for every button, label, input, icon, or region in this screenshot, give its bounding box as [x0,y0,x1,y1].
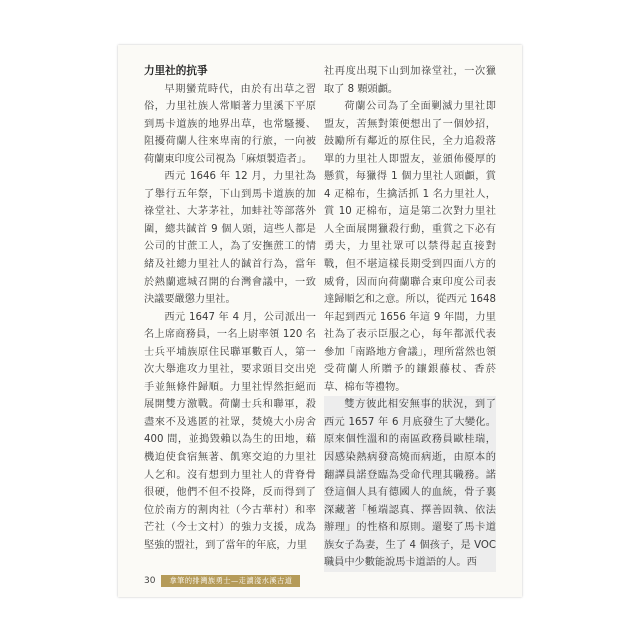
left-column [144,63,316,554]
book-page [118,45,522,597]
paragraph-continuation: 社再度出現下山到加祿堂社，一次獵取了 8 顆頭顱。 [324,66,496,95]
paragraph: 早期蠻荒時代，由於有出草之習俗，力里社族人常順著力里溪下平原到馬卡道族的地界出草，也常騷擾、阻擾荷蘭人往來卑南的行旅，一向被荷蘭東印度公司視為「麻煩製造者」。 [144,83,316,165]
right-column [324,63,496,572]
running-title: 拿筆的排灣族勇士—走讀淺水溪古道 [161,575,300,587]
paragraph: 西元 1646 年 12 月，力里社為了舉行五年祭，下山到馬卡道族的加祿堂社、大茅茅社，加蚌社等部落外圍，總共馘首 9 個人頭，這些人都是公司的甘蔗工人，為了安撫蔗工的情緒及社總力里社人的馘首行為，當年於熱蘭遮城召開的台灣會議中，一致決議要嚴懲力里社。 [144,171,316,306]
paragraph: 西元 1647 年 4 月，公司派出一名上席商務員，一名上尉率領 120 名士兵平埔族原住民聯軍數百人，第一次大舉進攻力里社，要求頭目交出兇手並無條件歸順。力里社悍然拒絕而展開雙方激戰。荷蘭士兵和聯軍，殺盡來不及逃匿的社眾，焚燒大小房舍 400 間，並搗毀賴以為生的田地，藉機迫使食宿無著、飢寒交迫的力里社人乞和。沒有想到力里社人的背脊骨很硬，他們不但不投降，反而得到了位於南方的割肉社（今古華村）和率芒社（今士文村）的強力支援，成為堅強的盟社，到了當年的年底，力里 [144,311,316,551]
highlighted-paragraph: 雙方彼此相安無事的狀況，到了西元 1657 年 6 月底發生了大變化。原來個性溫和的南區政務員歐桂瑞，因感染熱病發高燒而病逝，由原本的翻譯員諾登臨為受命代理其職務。諾登這個人具有德國人的血統，骨子裏深藏著「極端認真、擇善固執、依法辦理」的性格和原則。還娶了馬卡道族女子為妻，生了 4 個孩子，是 VOC 職員中少數能說馬卡道語的人。西 [324,396,496,571]
paragraph: 荷蘭公司為了全面剿滅力里社即盟友，苦無對策便想出了一個妙招，鼓勵所有鄰近的原住民，全力追殺落單的力里社人即盟友，並頒佈優厚的懸賞，每獵得 1 個力里社人頭顱，賞 4 疋棉布，生擒活抓 1 名力里社人，賞 10 疋棉布，這是第二次對力里社人全面展開獵殺行動，重賞之下必有勇夫，力里社眾可以禁得起直接對戰，但不堪這樣長期受到四面八方的威脅，因而向荷蘭聯合東印度公司表達歸順乞和之意。所以，從西元 1648 年起到西元 1656 年這 9 年間，力里社為了表示臣服之心，每年都派代表參加「南路地方會議」，理所當然也領受荷蘭人所贈予的鑲銀藤杖、香菸草、棉布等禮物。 [324,101,496,393]
page-footer [144,575,300,587]
page-number: 30 [144,576,156,586]
section-title: 力里社的抗爭 [144,65,208,77]
